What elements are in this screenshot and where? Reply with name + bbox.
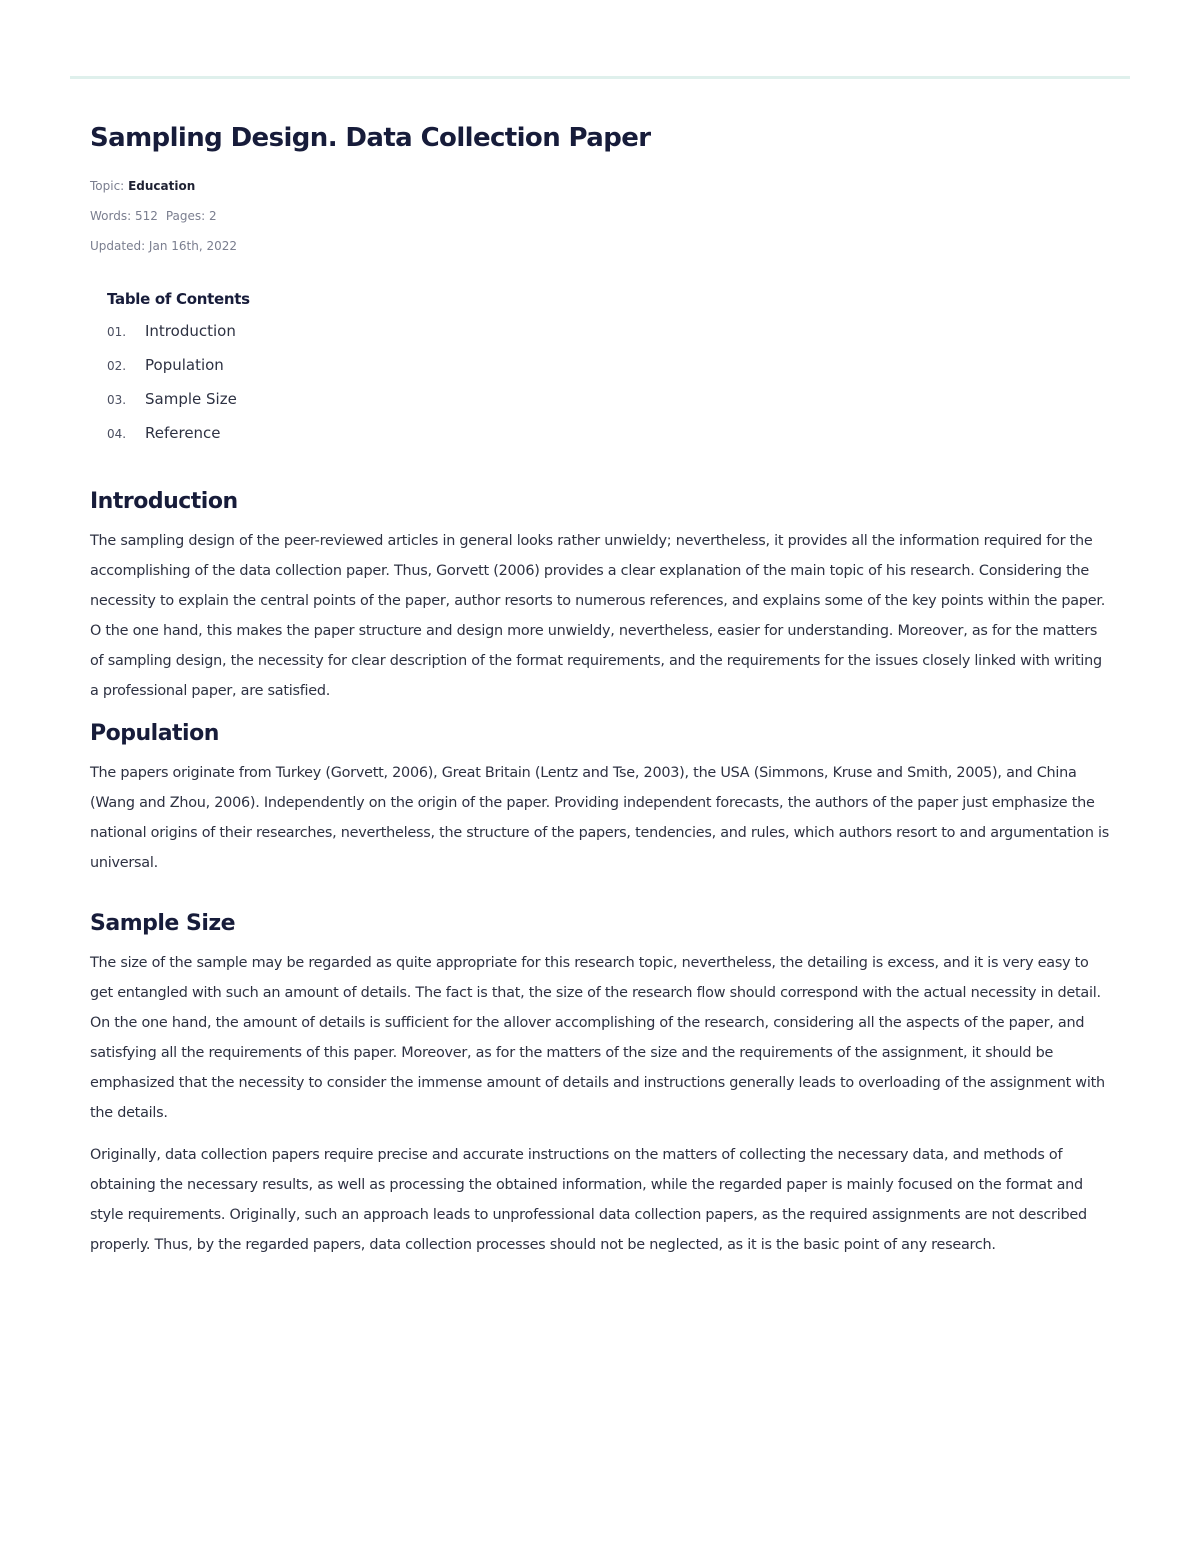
topic-value[interactable]: Education: [128, 179, 196, 193]
toc-item-population[interactable]: [107, 356, 1110, 390]
section-sample-size: [90, 908, 1110, 1260]
word-count: Words: 512: [90, 209, 158, 223]
section-paragraph: The size of the sample may be regarded as quite appropriate for this research topic, nevertheless, the detailing is excess, and it is very easy to get entangled with such an amount of details. The fact is that, the size of the research flow should correspond with the actual necessity in detail. On the one hand, the amount of details is sufficient for the allover accomplishing of the research, considering all the aspects of the paper, and satisfying all the requirements of this paper. Moreover, as for the matters of the size and the requirements of the assignment, it should be emphasized that the necessity to consider the immense amount of details and instructions generally leads to overloading of the assignment with the details.: [90, 955, 1105, 1121]
section-introduction: [90, 486, 1110, 706]
toc-item-number: 01.: [107, 325, 127, 339]
toc-title: Table of Contents: [107, 290, 250, 308]
section-heading: Introduction: [90, 489, 238, 514]
topic-label: Topic:: [90, 179, 125, 193]
toc-item-label[interactable]: Sample Size: [145, 390, 237, 408]
page-count: Pages: 2: [165, 209, 217, 223]
updated-meta: [90, 238, 1110, 254]
toc-item-label[interactable]: Population: [145, 356, 224, 374]
section-paragraph: The sampling design of the peer-reviewed articles in general looks rather unwieldy; nevertheless, it provides all the information required for the accomplishing of the data collection paper. Thus, Gorvett (2006) provides a clear explanation of the main topic of his research. Considering the necessity to explain the central points of the paper, author resorts to numerous references, and explains some of the key points within the paper. O the one hand, this makes the paper structure and design more unwieldy, nevertheless, easier for understanding. Moreover, as for the matters of sampling design, the necessity for clear description of the format requirements, and the requirements for the issues closely linked with writing a professional paper, are satisfied.: [90, 533, 1106, 699]
toc-item-sample-size[interactable]: [107, 390, 1110, 424]
toc-item-label[interactable]: Reference: [145, 424, 221, 442]
toc-item-label[interactable]: Introduction: [145, 322, 236, 340]
toc-item-introduction[interactable]: [107, 322, 1110, 356]
section-heading: Sample Size: [90, 911, 236, 936]
toc-item-number: 02.: [107, 359, 127, 373]
page-title: Sampling Design. Data Collection Paper: [90, 123, 651, 153]
document-body: [90, 118, 1110, 1260]
toc-item-number: 04.: [107, 427, 127, 441]
section-paragraph: The papers originate from Turkey (Gorvett, 2006), Great Britain (Lentz and Tse, 2003), the USA (Simmons, Kruse and Smith, 2005), and China (Wang and Zhou, 2006). Independently on the origin of the paper. Providing independent forecasts, the authors of the paper just emphasize the national origins of their researches, nevertheless, the structure of the papers, tendencies, and rules, which authors resort to and argumentation is universal.: [90, 765, 1110, 871]
section-paragraph: Originally, data collection papers require precise and accurate instructions on the matters of collecting the necessary data, and methods of obtaining the necessary results, as well as processing the obtained information, while the regarded paper is mainly focused on the format and style requirements. Originally, such an approach leads to unprofessional data collection papers, as the required assignments are not described properly. Thus, by the regarded papers, data collection processes should not be neglected, as it is the basic point of any research.: [90, 1147, 1087, 1253]
toc-item-number: 03.: [107, 393, 127, 407]
section-heading: Population: [90, 721, 219, 746]
topic-meta: [90, 178, 1110, 194]
toc-item-reference[interactable]: [107, 424, 1110, 458]
updated-date: Updated: Jan 16th, 2022: [90, 239, 237, 253]
words-pages-meta: [90, 208, 1110, 224]
top-divider: [70, 76, 1130, 79]
section-population: [90, 718, 1110, 878]
table-of-contents: [107, 290, 1110, 458]
